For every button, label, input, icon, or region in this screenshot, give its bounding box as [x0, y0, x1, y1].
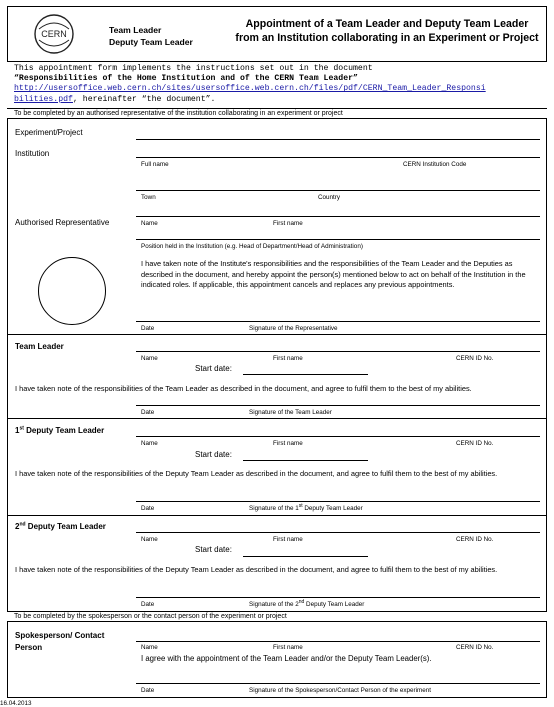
position-caption: Position held in the Institution (e.g. Head of Department/Head of Administration)	[141, 243, 363, 250]
intro-line4-rest: , hereinafter “the document”.	[72, 94, 216, 104]
sp-cern-id-caption: CERN ID No.	[456, 644, 494, 651]
role-team-leader: Team Leader	[109, 25, 162, 35]
authorised-rep-label: Authorised Representative	[15, 218, 110, 227]
role-labels	[109, 24, 193, 48]
d1-name-field[interactable]	[136, 436, 540, 437]
form-title-line1: Appointment of a Team Leader and Deputy Team Leader	[245, 18, 529, 30]
institution-label: Institution	[15, 149, 50, 158]
d1-name-caption: Name	[141, 440, 158, 447]
tl-name-field[interactable]	[136, 351, 540, 352]
document-link-cont[interactable]: bilities.pdf	[14, 94, 73, 104]
intro-document-title: “Responsibilities of the Home Institution and of the CERN Team Leader”	[14, 74, 358, 84]
tl-cern-id-caption: CERN ID No.	[456, 355, 494, 362]
deputy2-heading: 2nd Deputy Team Leader	[15, 521, 106, 531]
rep-name-caption: Name	[141, 220, 158, 227]
sp-statement: I agree with the appointment of the Team Leader and/or the Deputy Team Leader(s).	[141, 654, 432, 663]
spokesperson-heading: Spokesperson/ Contact Person	[15, 631, 105, 652]
tl-statement: I have taken note of the responsibilities of the Team Leader as described in the document, and agree to fulfil them to the best of my abilities.	[15, 384, 472, 393]
d2-first-name-caption: First name	[273, 536, 303, 543]
spokesperson-section-band: To be completed by the spokesperson or the contact person of the experiment or project	[7, 611, 547, 622]
tl-name-caption: Name	[141, 355, 158, 362]
d1-start-date-field[interactable]	[243, 460, 368, 461]
tl-start-date-label: Start date:	[195, 364, 232, 373]
institution-stamp-area	[38, 257, 106, 325]
d2-start-date-label: Start date:	[195, 545, 232, 554]
sp-signature-caption: Signature of the Spokesperson/Contact Person of the experiment	[249, 687, 432, 694]
tl-signature-caption: Signature of the Team Leader	[249, 409, 332, 416]
town-caption: Town	[141, 194, 156, 201]
d2-date-caption: Date	[141, 601, 155, 608]
country-caption: Country	[318, 194, 341, 201]
logo-text: CERN	[41, 29, 67, 39]
full-name-caption: Full name	[141, 161, 169, 168]
form-title	[228, 17, 546, 45]
d1-date-caption: Date	[141, 505, 155, 512]
d1-cern-id-caption: CERN ID No.	[456, 440, 494, 447]
tl-signature-field[interactable]	[136, 405, 540, 406]
role-deputy-team-leader: Deputy Team Leader	[109, 37, 193, 47]
d2-name-field[interactable]	[136, 532, 540, 533]
form-header	[7, 6, 547, 62]
tl-date-caption: Date	[141, 409, 155, 416]
sp-name-field[interactable]	[136, 641, 540, 642]
rep-signature-caption: Signature of the Representative	[249, 325, 338, 332]
cern-logo-icon	[33, 13, 75, 55]
sp-name-caption: Name	[141, 644, 158, 651]
d2-cern-id-caption: CERN ID No.	[456, 536, 494, 543]
form-title-line2: from an Institution collaborating in an Experiment or Project	[235, 32, 539, 44]
institution-field[interactable]	[136, 157, 540, 158]
deputy1-heading: 1st Deputy Team Leader	[15, 425, 105, 435]
d1-statement: I have taken note of the responsibilities of the Deputy Team Leader as described in the document, and agree to fulfil them to the best of my abilities.	[15, 469, 498, 478]
experiment-field[interactable]	[136, 139, 540, 140]
d1-start-date-label: Start date:	[195, 450, 232, 459]
sp-signature-field[interactable]	[136, 683, 540, 684]
d2-signature-caption: Signature of the 2nd Deputy Team Leader	[249, 598, 365, 608]
sp-date-caption: Date	[141, 687, 155, 694]
d2-statement: I have taken note of the responsibilities of the Deputy Team Leader as described in the document, and agree to fulfil them to the best of my abilities.	[15, 565, 498, 574]
intro-text	[14, 64, 544, 105]
town-country-field[interactable]	[136, 190, 540, 191]
cern-institution-code-caption: CERN Institution Code	[403, 161, 467, 168]
d1-signature-field[interactable]	[136, 501, 540, 502]
sp-first-name-caption: First name	[273, 644, 303, 651]
intro-line1: This appointment form implements the instructions set out in the document	[14, 64, 373, 73]
d1-first-name-caption: First name	[273, 440, 303, 447]
rep-name-field[interactable]	[136, 216, 540, 217]
footer-date-code: 16.04.2013	[0, 700, 32, 707]
d2-signature-field[interactable]	[136, 597, 540, 598]
d2-name-caption: Name	[141, 536, 158, 543]
tl-first-name-caption: First name	[273, 355, 303, 362]
tl-start-date-field[interactable]	[243, 374, 368, 375]
experiment-label: Experiment/Project	[15, 128, 83, 137]
rep-signature-field[interactable]	[136, 321, 540, 322]
d1-signature-caption: Signature of the 1st Deputy Team Leader	[249, 502, 363, 512]
institution-section-band: To be completed by an authorised representative of the institution collaborating in an experiment or project	[7, 108, 547, 119]
position-field[interactable]	[136, 239, 540, 240]
rep-date-caption: Date	[141, 325, 155, 332]
team-leader-heading: Team Leader	[15, 342, 64, 351]
d2-start-date-field[interactable]	[243, 556, 368, 557]
rep-first-name-caption: First name	[273, 220, 303, 227]
institution-statement: I have taken note of the Institute's responsibilities and the responsibilities of the Team Leader and the Deputies as described in the document, and hereby appoint the person(s) mentioned below to act on behalf of the Institution in the indicated roles. If applicable, this appointment cancels and replaces any previous appointments.	[141, 259, 526, 290]
document-link[interactable]: http://usersoffice.web.cern.ch/sites/usersoffice.web.cern.ch/files/pdf/CERN_Team_Leader_Responsi	[14, 84, 486, 94]
